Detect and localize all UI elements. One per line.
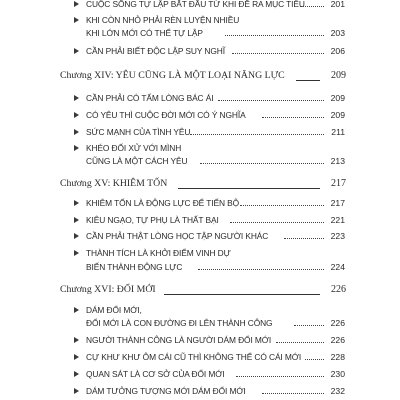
- dot-leader: [300, 6, 324, 7]
- chapter-page-number: 217: [331, 178, 346, 189]
- entry-text: DÁM TƯỞNG TƯỢNG MỚI DÁM ĐỔI MỚI: [86, 386, 246, 396]
- dot-leader: [276, 342, 324, 343]
- chapter-title: Chương XV: KHIÊM TỐN: [60, 178, 168, 189]
- bullet-icon: [74, 145, 79, 151]
- entry-text: CẦN PHẢI BIẾT ĐỘC LẬP SUY NGHĨ: [86, 46, 225, 56]
- entry-text: CỰ KHƯ KHƯ ÔM CÁI CŨ THÌ KHÔNG THỂ CÓ CÁI MỚI: [86, 352, 302, 362]
- entry-text: THÀNH TÍCH LÀ KHỞI ĐIỂM VINH DỰ: [86, 248, 231, 258]
- entry-text: SỨC MẠNH CỦA TÌNH YÊU: [86, 127, 191, 137]
- bullet-icon: [74, 48, 79, 54]
- entry-text: KIÊU NGẠO, TỰ PHỤ LÀ THẤT BẠI: [86, 215, 219, 225]
- dot-leader: [225, 35, 324, 36]
- bullet-icon: [74, 1, 79, 7]
- dot-leader: [240, 205, 324, 206]
- page-number: 217: [330, 198, 345, 208]
- chapter-page-number: 226: [331, 284, 346, 295]
- bullet-icon: [74, 307, 79, 313]
- entry-text: CẦN PHẢI THẬT LÒNG HỌC TẬP NGƯỜI KHÁC: [86, 231, 269, 241]
- bullet-icon: [74, 17, 79, 23]
- chapter-title: Chương XVI: ĐỔI MỚI: [60, 284, 156, 295]
- page-number: 228: [330, 352, 345, 362]
- bullet-icon: [74, 200, 79, 206]
- entry-text: CÓ YÊU THÌ CUỘC ĐỜI MỚI CÓ Ý NGHĨA: [86, 110, 246, 120]
- entry-text: ĐỔI MỚI LÀ CON ĐƯỜNG ĐI LÊN THÀNH CÔNG: [86, 318, 273, 328]
- chapter-leader: [296, 80, 320, 81]
- entry-text: KHI CÒN NHỎ PHẢI RÈN LUYỆN NHIỀU: [86, 15, 240, 25]
- entry-text: CẦN PHẢI CÓ TẤM LÒNG BÁC ÁI: [86, 93, 214, 103]
- page-number: 203: [330, 28, 345, 38]
- bullet-icon: [74, 112, 79, 118]
- dot-leader: [262, 117, 324, 118]
- entry-text: BIẾN THÀNH ĐỘNG LỰC: [86, 262, 183, 272]
- entry-text: QUAN SÁT LÀ CƠ SỞ CỦA ĐỔI MỚI: [86, 369, 225, 379]
- dot-leader: [198, 269, 324, 270]
- dot-leader: [236, 376, 324, 377]
- page-number: 226: [330, 318, 345, 328]
- page-number: 226: [330, 335, 345, 345]
- bullet-icon: [74, 95, 79, 101]
- page-number: 211: [331, 127, 345, 137]
- bullet-icon: [74, 388, 79, 394]
- entry-text: KHIÊM TỐN LÀ ĐỘNG LỰC ĐỂ TIẾN BỘ: [86, 198, 240, 208]
- chapter-page-number: 209: [331, 70, 346, 81]
- page-number: 232: [330, 386, 345, 396]
- bullet-icon: [74, 233, 79, 239]
- dot-leader: [200, 163, 324, 164]
- entry-text: DÁM ĐỔI MỚI,: [86, 305, 142, 315]
- bullet-icon: [74, 337, 79, 343]
- entry-text: NGƯỜI THÀNH CÔNG LÀ NGƯỜI DÁM ĐỔI MỚI: [86, 335, 272, 345]
- dot-leader: [294, 325, 324, 326]
- bullet-icon: [74, 129, 79, 135]
- chapter-leader: [178, 188, 320, 189]
- page-number: 224: [330, 262, 345, 272]
- bullet-icon: [74, 217, 79, 223]
- page-number: 201: [330, 0, 345, 9]
- page-number: 223: [330, 231, 345, 241]
- dot-leader: [190, 134, 324, 135]
- entry-text: KHI LỚN MỚI CÓ THỂ TỰ LẬP: [86, 28, 203, 38]
- entry-text: CŨNG LÀ MỘT CÁCH YÊU: [86, 156, 188, 166]
- chapter-title: Chương XIV: YÊU CŨNG LÀ MỘT LOẠI NĂNG LỰC: [60, 70, 285, 81]
- page-number: 209: [330, 110, 345, 120]
- page-number: 213: [330, 156, 345, 166]
- dot-leader: [218, 100, 324, 101]
- page-number: 209: [330, 93, 345, 103]
- entry-text: CUỘC SỐNG TỰ LẬP BẮT ĐẦU TỪ KHI ĐỀ RA MỤC TIÊU: [86, 0, 305, 9]
- entry-text: KHÉO ĐỐI XỬ VỚI MÌNH: [86, 143, 182, 153]
- page-number: 221: [330, 215, 345, 225]
- page-number: 206: [330, 46, 345, 56]
- page-number: 230: [330, 369, 345, 379]
- chapter-leader: [164, 294, 320, 295]
- bullet-icon: [74, 250, 79, 256]
- bullet-icon: [74, 371, 79, 377]
- dot-leader: [262, 393, 324, 394]
- dot-leader: [230, 222, 324, 223]
- bullet-icon: [74, 354, 79, 360]
- dot-leader: [284, 238, 324, 239]
- dot-leader: [305, 359, 324, 360]
- dot-leader: [232, 53, 324, 54]
